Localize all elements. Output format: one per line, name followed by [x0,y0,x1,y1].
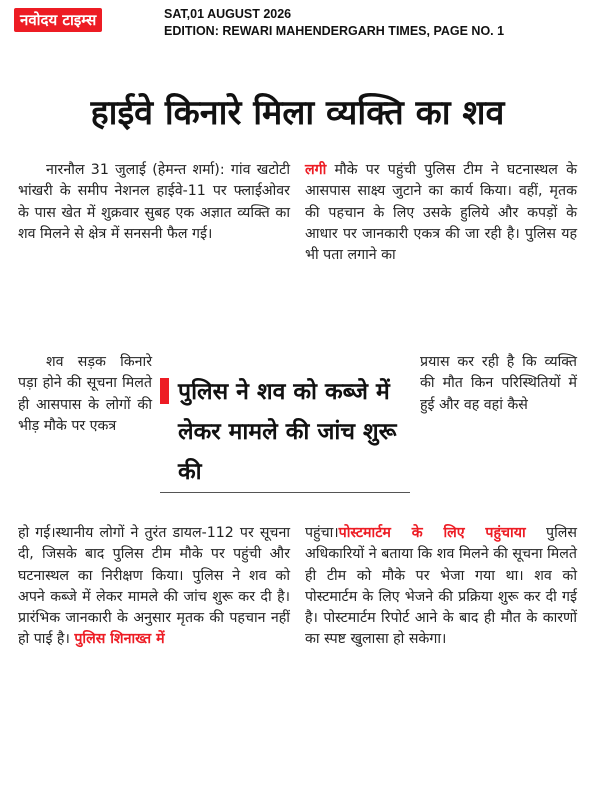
investigation-paragraph [18,523,290,651]
edition-info [164,6,504,40]
postmortem-lead: पहुंचा। [305,525,339,541]
subhead-identification: पुलिस शिनाख्त में [74,631,165,648]
investigation-text: हो गई।स्थानीय लोगों ने तुरंत डायल-112 पर सूचना दी, जिसके बाद पुलिस टीम मौके पर पहुंची और घटनास्थल का निरीक्षण किया। पुलिस ने शव को अपने कब्जे में लेकर मामले की जांच शुरू कर दी है।प्रारंभिक जानकारी के अनुसार मृतक की पहचान नहीं हो पाई है। [18,525,290,648]
date-line: SAT,01 AUGUST 2026 [164,7,292,21]
evidence-text: मौके पर पहुंची पुलिस टीम ने घटनास्थल के आसपास साक्ष्य जुटाने का कार्य किया। वहीं, मृतक की पहचान के लिए उसके हुलिये और कपड़ों के आधार पर जानकारी एकत्र की जा रही है। पुलिस यह भी पता लगाने का [305,162,577,264]
circumstances-paragraph: प्रयास कर रही है कि व्यक्ति की मौत किन परिस्थितियों में हुई और वह वहां कैसे [420,354,577,413]
evidence-paragraph [305,160,577,266]
left-column-top [18,160,290,245]
right-column-top [305,160,577,266]
right-column-bottom [305,523,577,651]
crowd-paragraph: शव सड़क किनारे पड़ा होने की सूचना मिलते ही आसपास के लोगों की भीड़ मौके पर एकत्र [18,354,152,434]
dateline-paragraph: नारनौल 31 जुलाई (हेमन्त शर्मा): गांव खटोटी भांखरी के समीप नेशनल हाईवे-11 पर फ्लाईओवर के पास खेत में शुक्रवार सुबह एक अज्ञात व्यक्ति का शव मिलने से क्षेत्र में सनसनी फैल गई। [18,162,290,242]
subhead-postmortem: पोस्टमार्टम के लिए पहुंचाया [338,525,526,541]
pull-quote-marker [160,378,169,404]
left-column-narrow [18,352,152,437]
postmortem-text: पुलिस अधिकारियों ने बताया कि शव मिलने की सूचना मिलते ही टीम को मौके पर भेजा गया था। शव को पोस्टमार्टम के लिए भेजने की प्रक्रिया शुरू कर दी गई है। पोस्टमार्टम रिपोर्ट आने के बाद ही मौत के कारणों का स्पष्ट खुलासा हो सकेगा। [305,525,577,648]
masthead [0,0,595,52]
postmortem-paragraph [305,523,577,651]
right-column-narrow [420,352,577,416]
subhead-continued: लगी [305,162,327,178]
pull-quote-text: पुलिस ने शव को कब्जे में लेकर मामले की जांच शुरू की [178,379,397,485]
left-column-bottom [18,523,290,651]
article-headline: हाईवे किनारे मिला व्यक्ति का शव [90,93,505,133]
pull-quote-rule [160,492,410,493]
edition-line: EDITION: REWARI MAHENDERGARH TIMES, PAGE NO. 1 [164,24,505,38]
pull-quote [160,372,412,500]
newspaper-logo: नवोदय टाइम्स [14,8,102,32]
